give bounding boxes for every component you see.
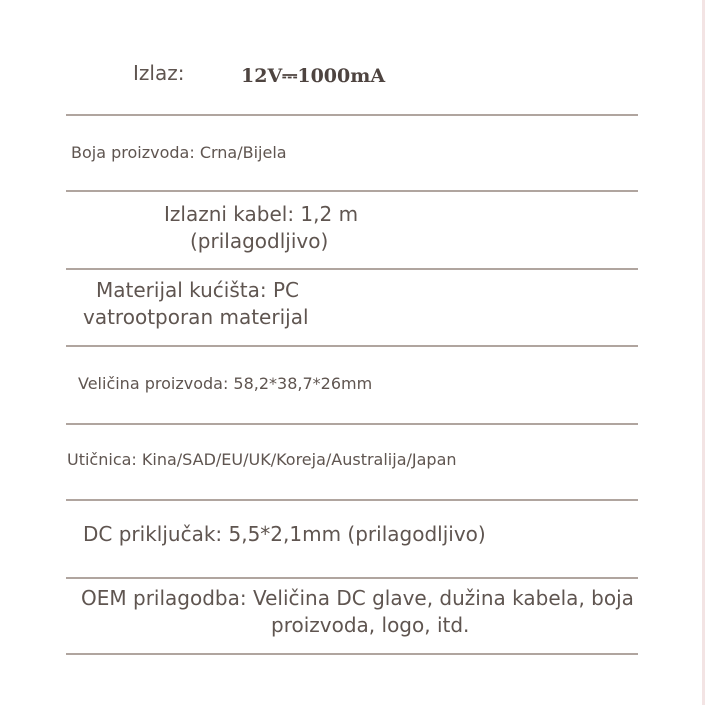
- divider: [66, 268, 638, 270]
- output-value: 12V⎓1000mA: [241, 65, 386, 87]
- divider: [66, 499, 638, 501]
- divider: [66, 423, 638, 425]
- housing-material-line1: Materijal kućišta: PC: [96, 278, 299, 302]
- output-cable-line1: Izlazni kabel: 1,2 m: [164, 202, 359, 226]
- oem-customization-line1: OEM prilagodba: Veličina DC glave, dužina kabela, boja: [81, 586, 634, 610]
- product-color: Boja proizvoda: Crna/Bijela: [71, 143, 287, 162]
- output-cable-line2: (prilagodljivo): [190, 229, 329, 253]
- oem-customization-line2: proizvoda, logo, itd.: [271, 613, 470, 637]
- divider: [66, 190, 638, 192]
- plug-types: Utičnica: Kina/SAD/EU/UK/Koreja/Australija/Japan: [67, 450, 457, 469]
- dc-connector: DC priključak: 5,5*2,1mm (prilagodljivo): [83, 522, 486, 546]
- housing-material-line2: vatrootporan materijal: [83, 305, 309, 329]
- output-label: Izlaz:: [133, 61, 185, 85]
- divider: [66, 653, 638, 655]
- divider: [66, 345, 638, 347]
- divider: [66, 114, 638, 116]
- divider: [66, 577, 638, 579]
- product-size: Veličina proizvoda: 58,2*38,7*26mm: [78, 374, 373, 393]
